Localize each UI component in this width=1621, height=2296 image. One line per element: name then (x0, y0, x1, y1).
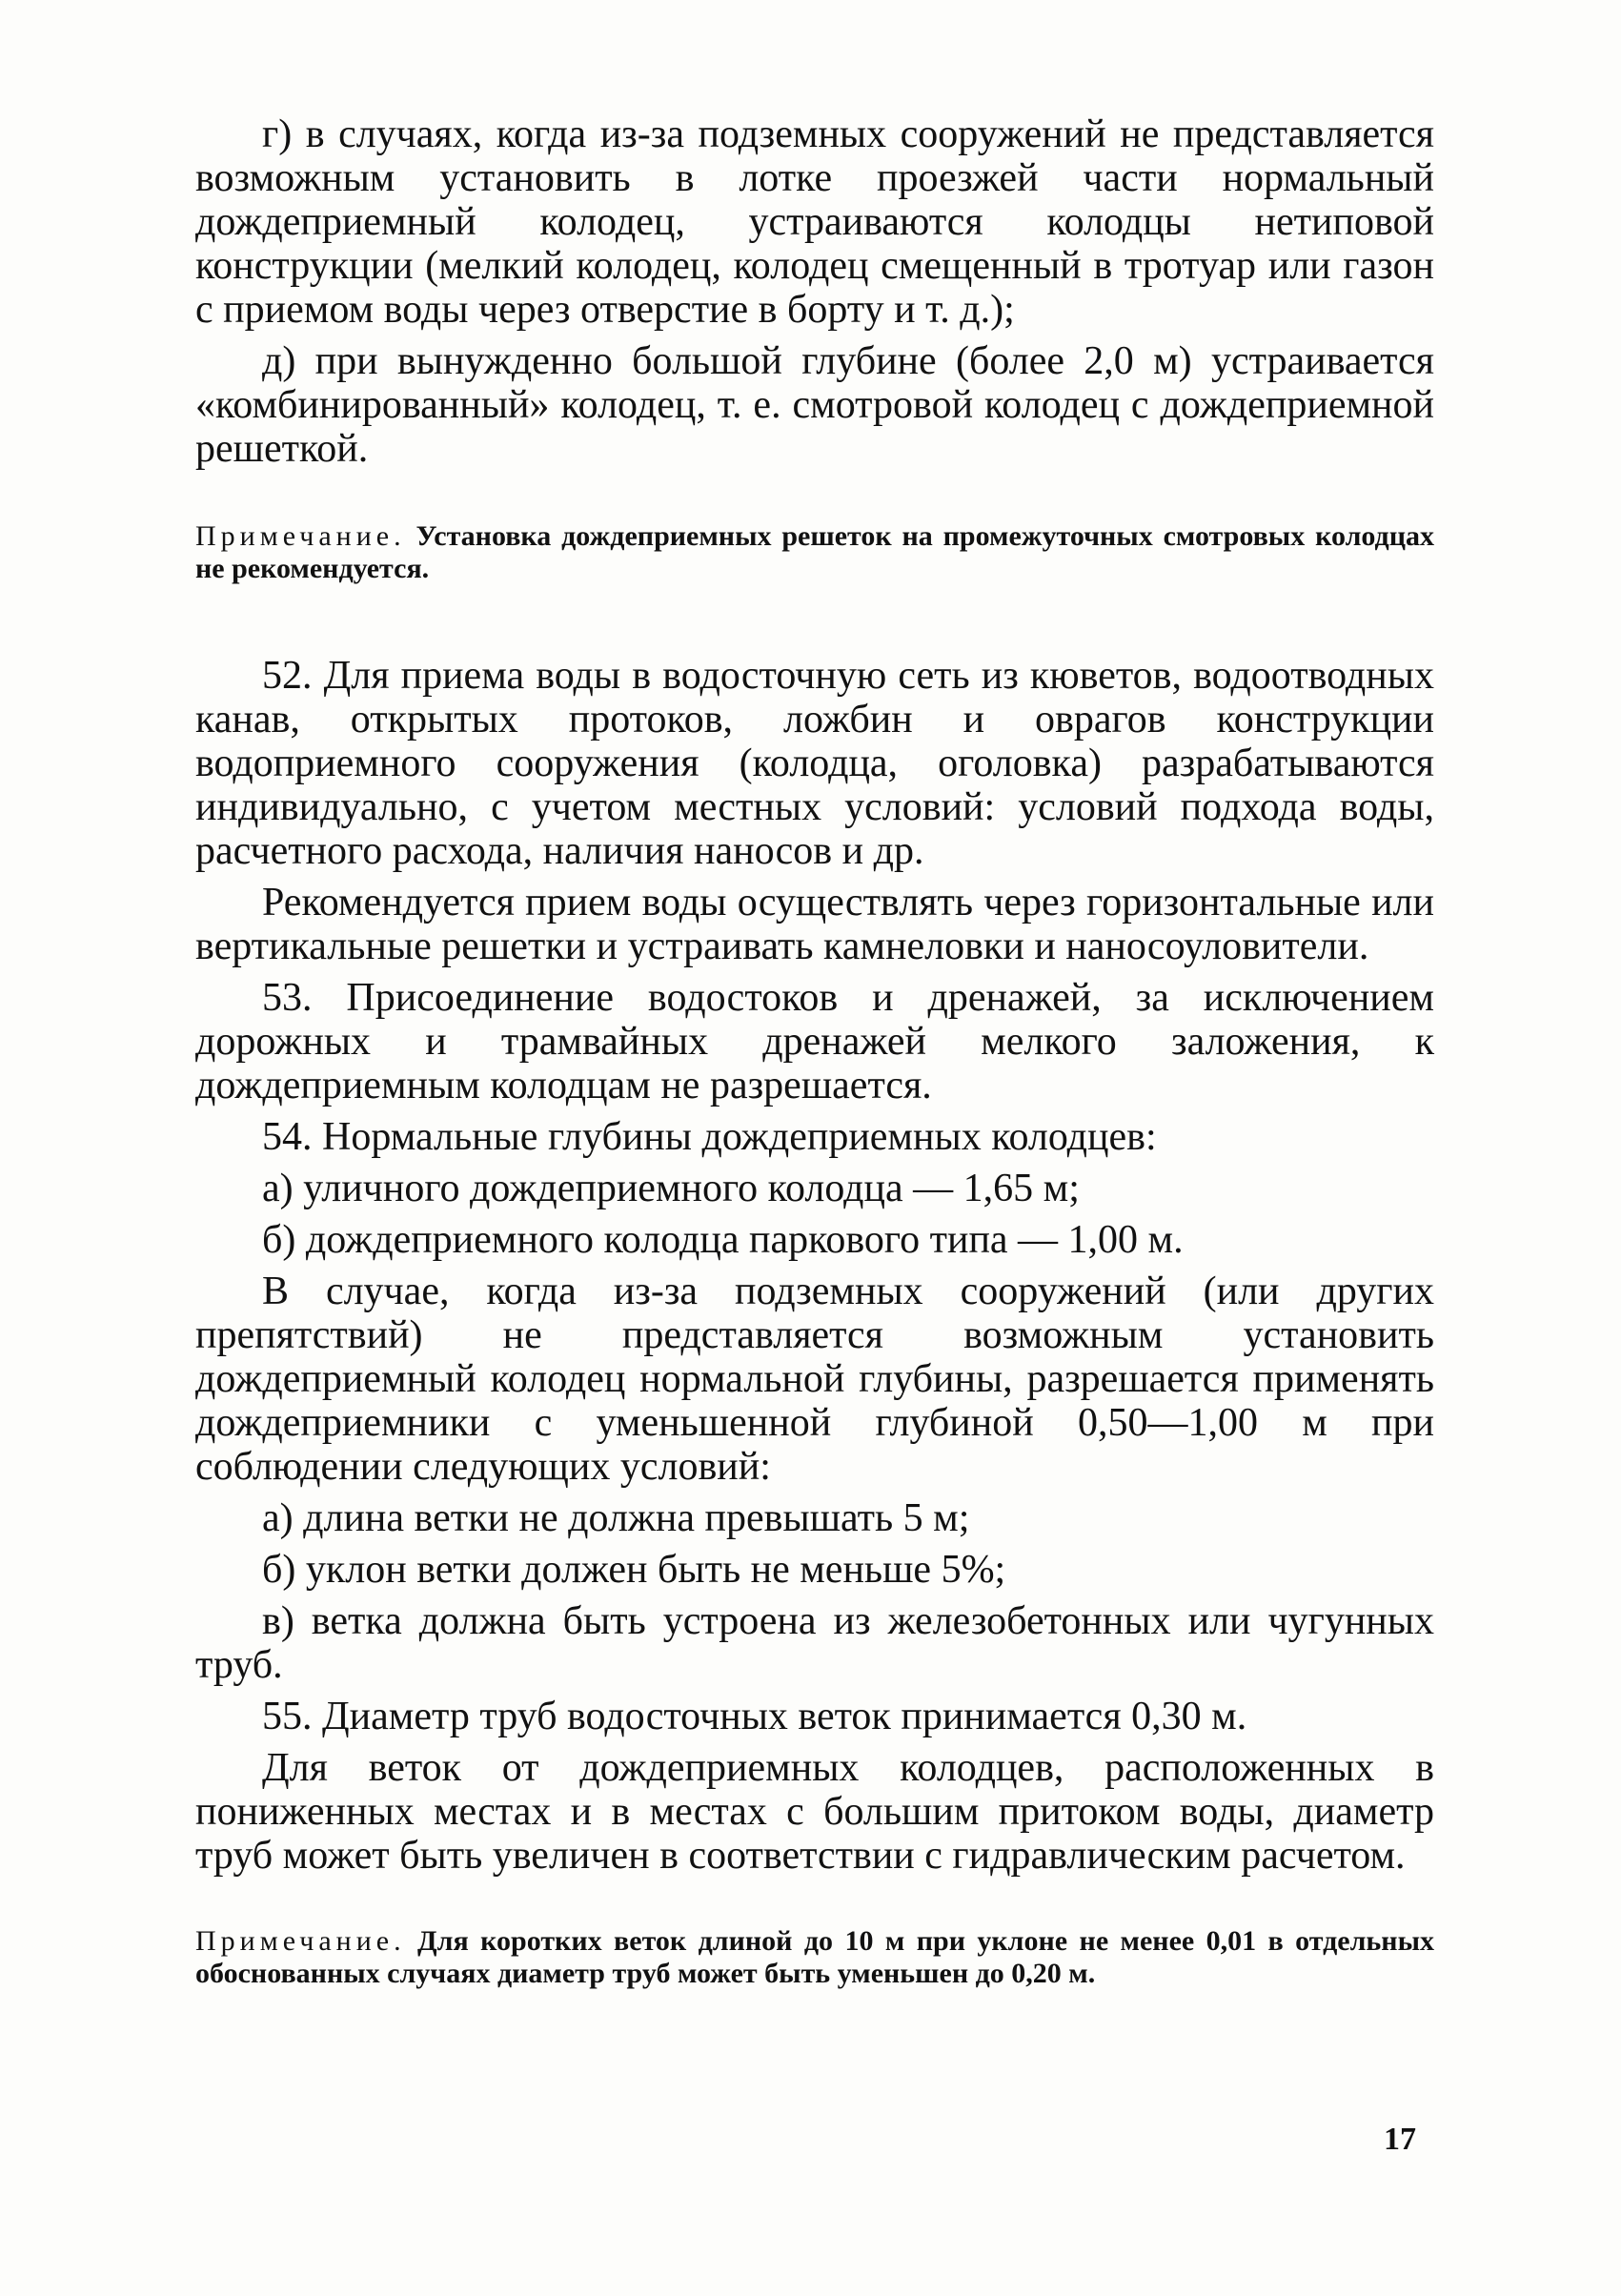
note-1-text: Установка дождеприемных решеток на промежуточных смотровых колодцах не рекомендуется. (195, 520, 1434, 584)
paragraph-54: 54. Нормальные глубины дождеприемных колодцев: (262, 1115, 1157, 1159)
condition-item-v: в) ветка должна быть устроена из железобетонных или чугунных труб. (195, 1599, 1434, 1687)
paragraph-item-g: г) в случаях, когда из-за подземных сооружений не представляется возможным установить в лотке проезжей части нормальный дождеприемный колодец, устраиваются колодцы нетиповой конструкции (мелкий колодец, колодец смещенный в тротуар или газон с приемом воды через отверстие в борту и т. д.); (195, 112, 1434, 332)
paragraph-55-detail: Для веток от дождеприемных колодцев, расположенных в пониженных местах и в местах с большим притоком воды, диаметр труб может быть увеличен в соответствии с гидравлическим расчетом. (195, 1746, 1434, 1878)
page-number: 17 (1384, 2122, 1416, 2157)
paragraph-54-item-b: б) дождеприемного колодца паркового типа — 1,00 м. (262, 1218, 1184, 1262)
note-1-label: Примечание. (195, 520, 406, 552)
paragraph-55: 55. Диаметр труб водосточных веток принимается 0,30 м. (262, 1695, 1247, 1738)
condition-item-a: а) длина ветки не должна превышать 5 м; (262, 1496, 970, 1540)
page-content (195, 112, 1434, 1990)
note-2-text: Для коротких веток длиной до 10 м при уклоне не менее 0,01 в отдельных обоснованных случаях диаметр труб может быть уменьшен до 0,20 м. (195, 1925, 1434, 1989)
paragraph-54-exception: В случае, когда из-за подземных сооружений (или других препятствий) не представляется возможным установить дождеприемный колодец нормальной глубины, разрешается применять дождеприемники с уменьшенной глубиной 0,50—1,00 м при соблюдении следующих условий: (195, 1270, 1434, 1489)
note-1 (195, 520, 1434, 585)
condition-item-b: б) уклон ветки должен быть не меньше 5%; (262, 1548, 1006, 1592)
paragraph-52: 52. Для приема воды в водосточную сеть из кюветов, водоотводных канав, открытых протоков, ложбин и оврагов конструкции водоприемного сооружения (колодца, оголовка) разрабатываются индивидуально, с учетом местных условий: условий подхода воды, расчетного расхода, наличия наносов и др. (195, 654, 1434, 873)
paragraph-52-recommendation: Рекомендуется прием воды осуществлять через горизонтальные или вертикальные решетки и устраивать камнеловки и наносоуловители. (195, 881, 1434, 968)
note-2-label: Примечание. (195, 1925, 406, 1957)
paragraph-item-d: д) при вынужденно большой глубине (более 2,0 м) устраивается «комбинированный» колодец, т. е. смотровой колодец с дождеприемной решеткой. (195, 339, 1434, 471)
paragraph-53: 53. Присоединение водостоков и дренажей, за исключением дорожных и трамвайных дренажей мелкого заложения, к дождеприемным колодцам не разрешается. (195, 976, 1434, 1107)
paragraph-54-item-a: а) уличного дождеприемного колодца — 1,65 м; (262, 1167, 1080, 1210)
note-2 (195, 1925, 1434, 1990)
